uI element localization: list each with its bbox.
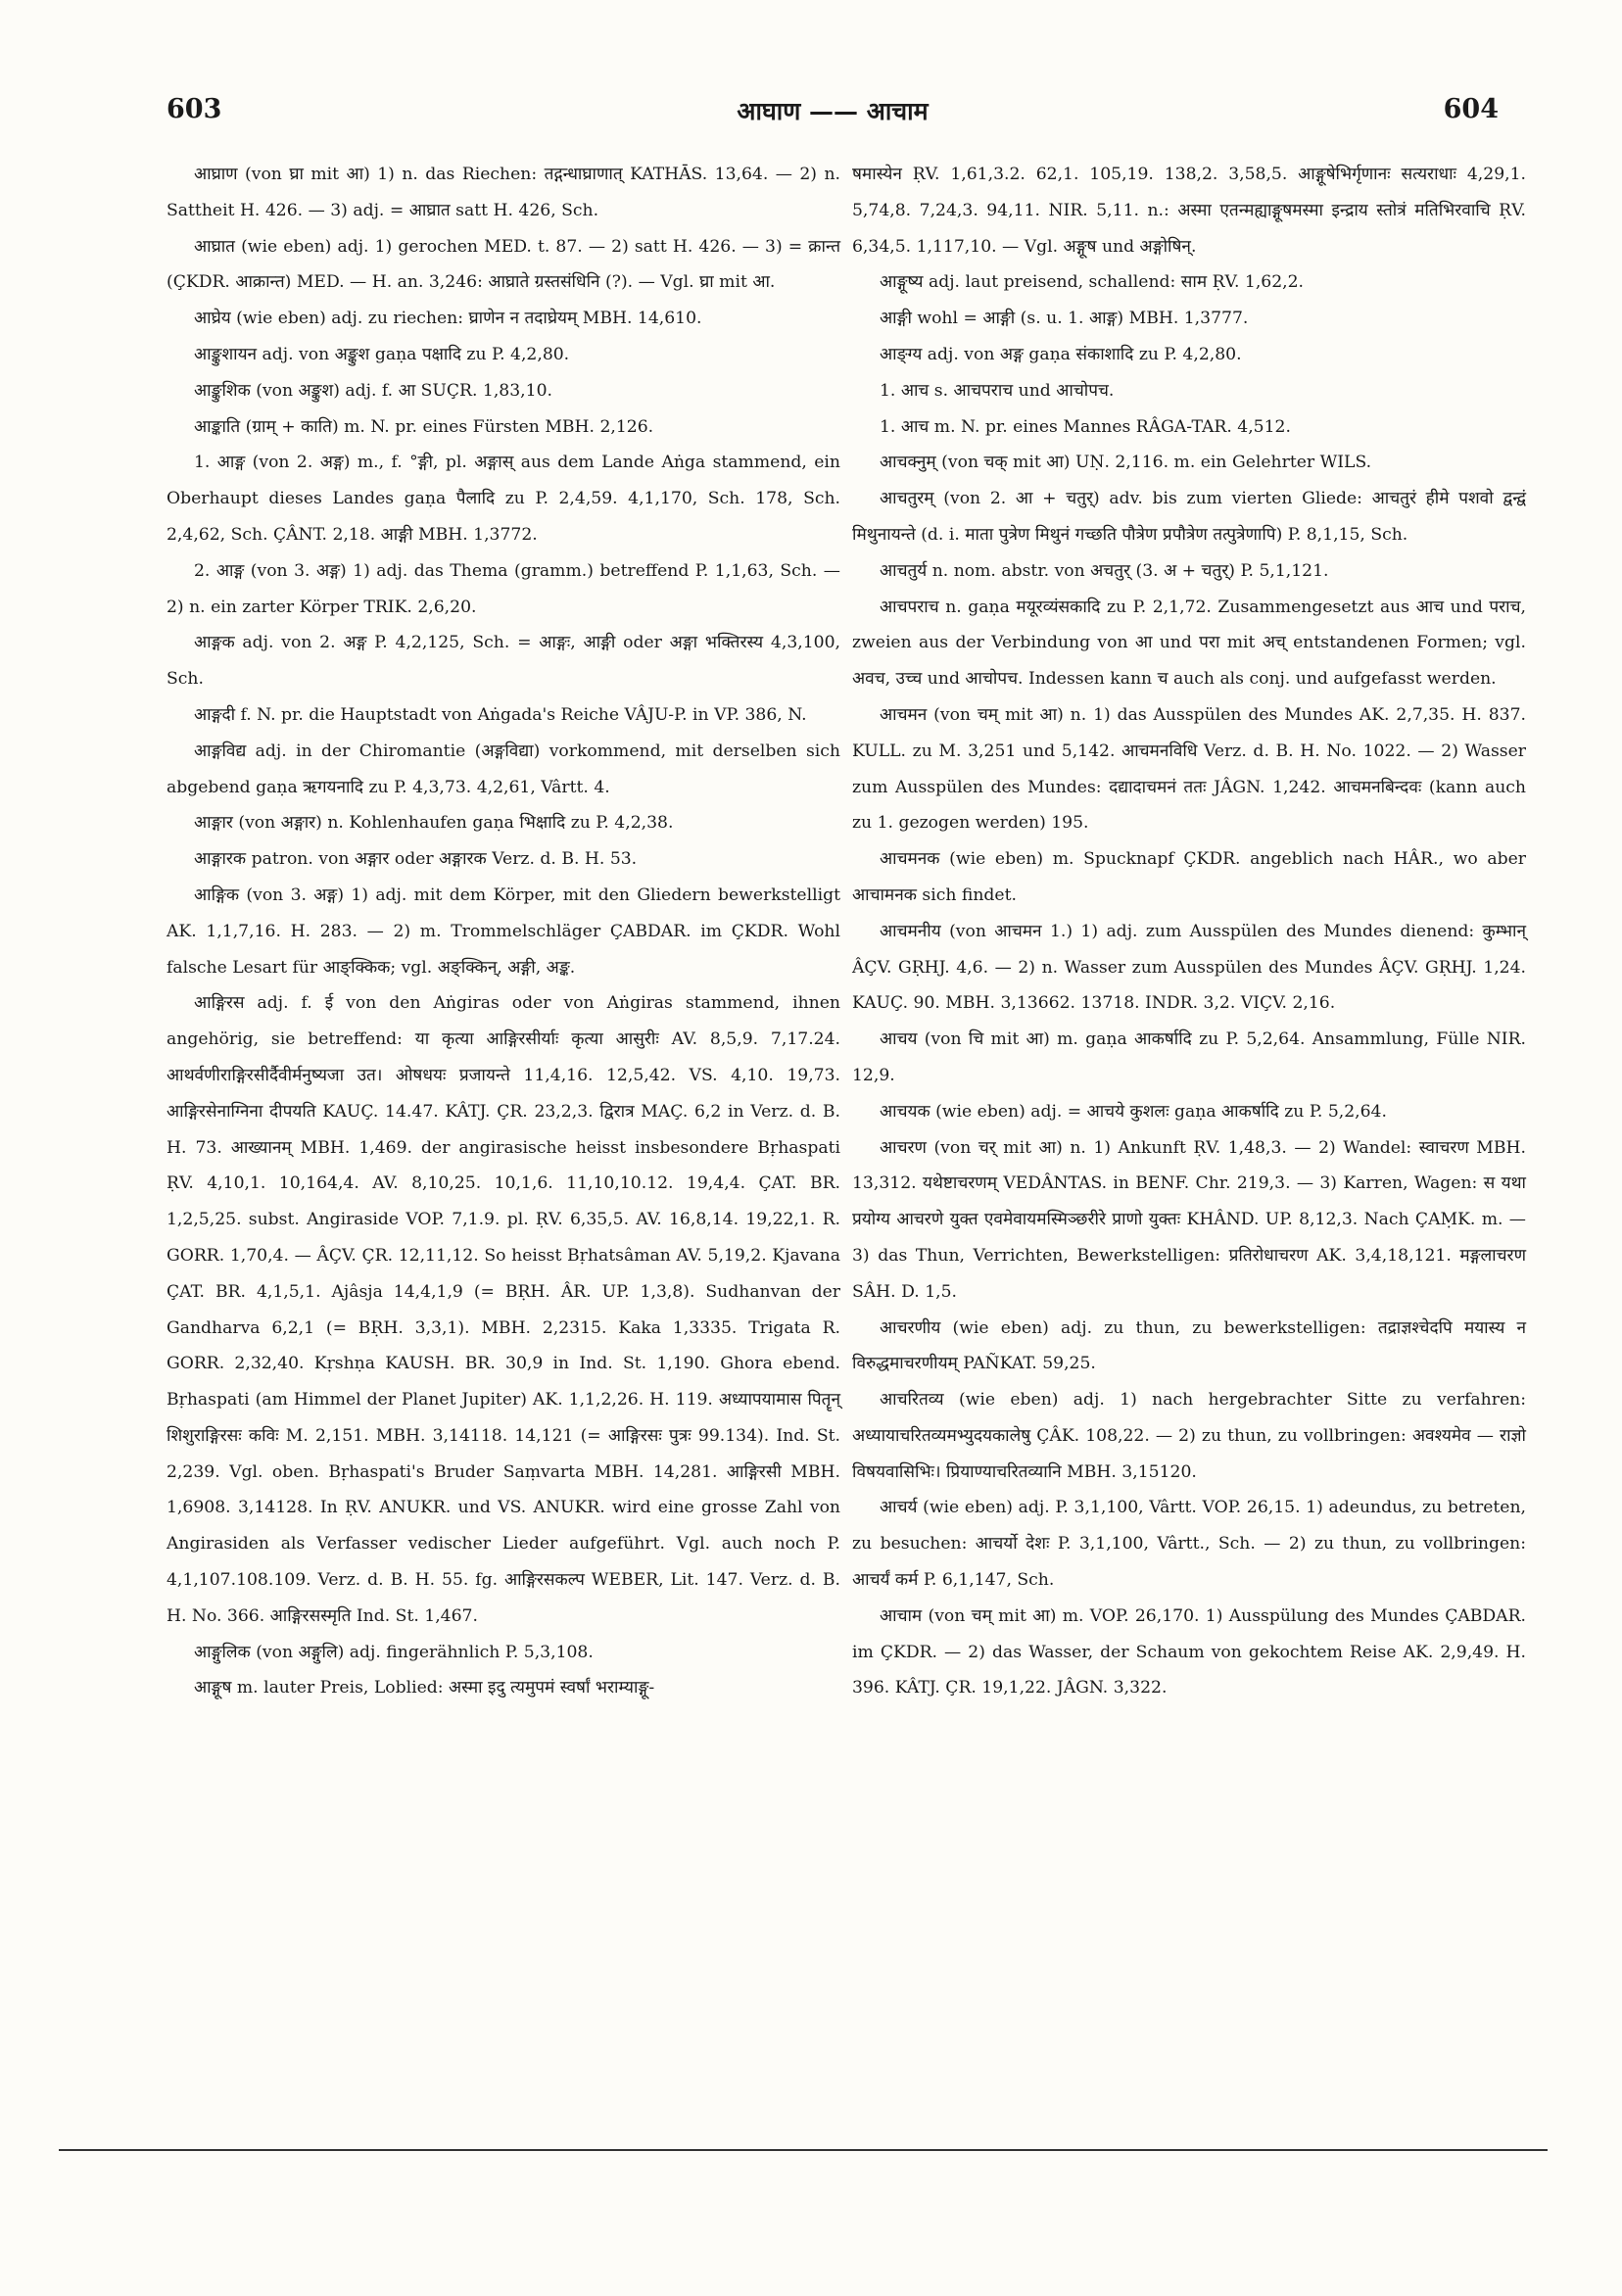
dictionary-entry: आचतुरम् (von 2. आ + चतुर्) adv. bis zum vierten Gliede: आचतुरं हीमे पशवो द्वन्द्वं मिथुनायन्ते (d. i. माता पुत्रेण मिथुनं गच्छति पौत्रेण प्रपौत्रेण तत्पुत्रेणापि) P. 8,1,15, Sch. [852, 489, 1526, 545]
dictionary-entry: 1. आच s. आचपराच und आचोपच. [880, 380, 1115, 401]
dictionary-entry: आचमनीय (von आचमन 1.) 1) adj. zum Ausspülen des Mundes dienend: कुम्भान् ÂÇV. GṚHJ. 4,6. — 2) n. Wasser zum Ausspülen des Mundes ÂÇV. GṚHJ. 1,24. KAUÇ. 90. MBH. 3,13662. 13718. INDR. 3,2. VIÇV. 2,16. [852, 921, 1526, 1014]
dictionary-entry: आङ्गिक (von 3. अङ्ग) 1) adj. mit dem Körper, mit den Gliedern bewerkstelligt AK. 1,1,7,16. H. 283. — 2) m. Trommelschläger ÇABDAR. im ÇKDR. Wohl falsche Lesart für आङ्क्किक; vgl. अङ्क्किन्, अङ्गी, अङ्क. [167, 885, 840, 978]
page-header [167, 94, 1499, 127]
dictionary-entry: आघ्रात (wie eben) adj. 1) gerochen MED. t. 87. — 2) satt H. 426. — 3) = क्रान्त (ÇKDR. आक्रान्त) MED. — H. an. 3,246: आघ्राते ग्रस्तसंधिनि (?). — Vgl. घ्रा mit आ. [167, 236, 840, 293]
dictionary-entry: आङ्गक adj. von 2. अङ्ग P. 4,2,125, Sch. = आङ्गः, आङ्गी oder अङ्गा भक्तिरस्य 4,3,100, Sch. [167, 633, 840, 690]
dictionary-entry: आचरण (von चर् mit आ) n. 1) Ankunft ṚV. 1,48,3. — 2) Wandel: स्वाचरण MBH. 13,312. यथेष्टाचरणम् VEDÂNTAS. in BENF. Chr. 219,3. — 3) Karren, Wagen: स यथा प्रयोग्य आचरणे युक्त एवमेवायमस्मिञ्छरीरे प्राणो युक्तः KHÂND. UP. 8,12,3. Nach ÇAṂK. m. — 3) das Thun, Verrichten, Bewerkstelligen: प्रतिरोधाचरण AK. 3,4,18,121. मङ्गलाचरण SÂH. D. 1,5. [852, 1137, 1526, 1302]
dictionary-entry: आचरणीय (wie eben) adj. zu thun, zu bewerkstelligen: तद्राज्ञश्चेदपि मयास्य न विरुद्धमाचरणीयम् PAÑKAT. 59,25. [852, 1317, 1526, 1374]
right-page-number: 604 [1443, 94, 1499, 124]
dictionary-entry: आङ्कुशिक (von अङ्कुश) adj. f. आ SUÇR. 1,83,10. [194, 380, 552, 401]
dictionary-entry: आङ्ग्य adj. von अङ्ग gaṇa संकाशादि zu P. 4,2,80. [880, 344, 1242, 364]
dictionary-entry: 1. आङ्ग (von 2. अङ्ग) m., f. °ङ्गी, pl. अङ्गास् aus dem Lande Aṅga stammend, ein Oberhaupt dieses Landes gaṇa पैलादि zu P. 2,4,59. 4,1,170, Sch. 178, Sch. 2,4,62, Sch. ÇÂNT. 2,18. आङ्गी MBH. 1,3772. [167, 453, 840, 545]
dictionary-entry: आघ्राण (von घ्रा mit आ) 1) n. das Riechen: तद्गन्धाघ्राणात् KATHĀS. 13,64. — 2) n. Sattheit H. 426. — 3) adj. = आघ्रात satt H. 426, Sch. [167, 165, 840, 220]
left-page-number: 603 [167, 94, 222, 124]
dictionary-entry: आङ्गूष्य adj. laut preisend, schallend: साम ṚV. 1,62,2. [880, 272, 1305, 293]
bottom-rule [59, 2149, 1548, 2151]
dictionary-entry: आचमन (von चम् mit आ) n. 1) das Ausspülen des Mundes AK. 2,7,35. H. 837. KULL. zu M. 3,251 und 5,142. आचमनविधि Verz. d. B. H. No. 1022. — 2) Wasser zum Ausspülen des Mundes: दद्यादाचमनं ततः JÂGN. 1,242. आचमनबिन्दवः (kann auch zu 1. gezogen werden) 195. [852, 704, 1526, 834]
dictionary-entry: 2. आङ्ग (von 3. अङ्ग) 1) adj. das Thema (gramm.) betreffend P. 1,1,63, Sch. — 2) n. ein zarter Körper TRIK. 2,6,20. [167, 560, 840, 617]
dictionary-entry: आचरितव्य (wie eben) adj. 1) nach hergebrachter Sitte zu verfahren: अध्यायाचरितव्यमभ्युदयकालेषु ÇÂK. 108,22. — 2) zu thun, zu vollbringen: अवश्यमेव — राज्ञो विषयवासिभिः। प्रियाण्याचरितव्यानि MBH. 3,15120. [852, 1390, 1526, 1482]
dictionary-entry: आङ्गी wohl = आङ्गी (s. u. 1. आङ्ग) MBH. 1,3777. [880, 309, 1249, 329]
dictionary-entry: आचक्नुम् (von चक् mit आ) UṆ. 2,116. m. ein Gelehrter WILS. [880, 453, 1372, 473]
dictionary-entry: आचय (von चि mit आ) m. gaṇa आकर्षादि zu P. 5,2,64. Ansammlung, Fülle NIR. 12,9. [852, 1029, 1526, 1085]
dictionary-entry: आङ्गदी f. N. pr. die Hauptstadt von Aṅgada's Reiche VÂJU-P. in VP. 386, N. [194, 704, 807, 725]
dictionary-entry: आचपराच n. gaṇa मयूरव्यंसकादि zu P. 2,1,72. Zusammengesetzt aus आच und पराच, zweien aus der Verbindung von आ und परा mit अच् entstandenen Formen; vgl. अवच, उच्च und आचोपच. Indessen kann च auch als conj. und aufgefasst werden. [852, 597, 1526, 690]
dictionary-entry-continued: षमास्येन ṚV. 1,61,3.2. 62,1. 105,19. 138,2. 3,58,5. आङ्गूषेभिर्गृणानः सत्यराधाः 4,29,1. 5,74,8. 7,24,3. 94,11. NIR. 5,11. n.: अस्मा एतन्मह्याङ्गूषमस्मा इन्द्राय स्तोत्रं मतिभिरवाचि ṚV. 6,34,5. 1,117,10. — Vgl. अङ्गूष und अङ्गोषिन्. [852, 165, 1526, 257]
running-title: आघाण —— आचाम [737, 97, 929, 125]
dictionary-entry: आचमनक (wie eben) m. Spucknapf ÇKDR. angeblich nach HÂR., wo aber आचामनक sich findet. [852, 849, 1526, 905]
dictionary-entry: आङ्गारक patron. von अङ्गार oder अङ्गारक Verz. d. B. H. 53. [194, 849, 638, 870]
dictionary-entry: आङ्गविद्य adj. in der Chiromantie (अङ्गविद्या) vorkommend, mit derselben sich abgebend gaṇa ऋगयनादि zu P. 4,3,73. 4,2,61, Vârtt. 4. [167, 741, 840, 797]
dictionary-entry: आङ्काति (ग्राम् + काति) m. N. pr. eines Fürsten MBH. 2,126. [194, 416, 654, 437]
dictionary-entry: आचाम (von चम् mit आ) m. VOP. 26,170. 1) Ausspülung des Mundes ÇABDAR. im ÇKDR. — 2) das Wasser, der Schaum von gekochtem Reise AK. 2,9,49. H. 396. KÂTJ. ÇR. 19,1,22. JÂGN. 3,322. [852, 1605, 1526, 1698]
dictionary-entry: आङ्गार (von अङ्गार) n. Kohlenhaufen gaṇa भिक्षादि zu P. 4,2,38. [194, 813, 674, 834]
dictionary-entry: 1. आच m. N. pr. eines Mannes RÂGA-TAR. 4,512. [880, 416, 1291, 437]
right-column [852, 157, 1526, 1706]
dictionary-entry: आङ्गूष m. lauter Preis, Loblied: अस्मा इदु त्यमुपमं स्वर्षां भराम्याङ्गू- [194, 1678, 655, 1698]
dictionary-entry: आचयक (wie eben) adj. = आचये कुशलः gaṇa आकर्षादि zu P. 5,2,64. [880, 1101, 1387, 1122]
dictionary-entry: आङ्गिरस adj. f. ई von den Aṅgiras oder von Aṅgiras stammend, ihnen angehörig, sie betreffend: या कृत्या आङ्गिरसीर्याः कृत्या आसुरीः AV. 8,5,9. 7,17.24. आथर्वणीराङ्गिरसीर्दैवीर्मनुष्यजा उत। ओषधयः प्रजायन्ते 11,4,16. 12,5,42. VS. 4,10. 19,73. आङ्गिरसेनाग्निना दीपयति KAUÇ. 14.47. KÂTJ. ÇR. 23,2,3. द्विरात्र MAÇ. 6,2 in Verz. d. B. H. 73. आख्यानम् MBH. 1,469. der angirasische heisst insbesondere Bṛhaspati ṚV. 4,10,1. 10,164,4. AV. 8,10,25. 10,1,6. 11,10,10.12. 19,4,4. ÇAT. BR. 1,2,5,25. subst. Angiraside VOP. 7,1.9. pl. ṚV. 6,35,5. AV. 16,8,14. 19,22,1. R. GORR. 1,70,4. — ÂÇV. ÇR. 12,11,12. So heisst Bṛhatsâman AV. 5,19,2. Kjavana ÇAT. BR. 4,1,5,1. Ajâsja 14,4,1,9 (= BṚH. ÂR. UP. 1,3,8). Sudhanvan der Gandharva 6,2,1 (= BṚH. 3,3,1). MBH. 2,2315. Kaka 1,3335. Trigata R. GORR. 2,32,40. Kṛshṇa KAUSH. BR. 30,9 in Ind. St. 1,190. Ghora ebend. Bṛhaspati (am Himmel der Planet Jupiter) AK. 1,1,2,26. H. 119. अध्यापयामास पितॄन् शिशुराङ्गिरसः कविः M. 2,151. MBH. 3,14118. 14,121 (= आङ्गिरसः पुत्रः 99.134). Ind. St. 2,239. Vgl. oben. Bṛhaspati's Bruder Saṃvarta MBH. 14,281. आङ्गिरसी MBH. 1,6908. 3,14128. In ṚV. ANUKR. und VS. ANUKR. wird eine grosse Zahl von Angirasiden als Verfasser vedischer Lieder aufgeführt. Vgl. auch noch P. 4,1,107.108.109. Verz. d. B. H. 55. fg. आङ्गिरसकल्प WEBER, Lit. 147. Verz. d. B. H. No. 366. आङ्गिरसस्मृति Ind. St. 1,467. [167, 993, 840, 1626]
dictionary-entry: आङ्कुशायन adj. von अङ्कुश gaṇa पक्षादि zu P. 4,2,80. [194, 344, 570, 364]
dictionary-entry: आचर्य (wie eben) adj. P. 3,1,100, Vârtt. VOP. 26,15. 1) adeundus, zu betreten, zu besuchen: आचर्यो देशः P. 3,1,100, Vârtt., Sch. — 2) zu thun, zu vollbringen: आचर्यं कर्म P. 6,1,147, Sch. [852, 1498, 1526, 1591]
left-column [167, 157, 840, 1706]
dictionary-entry: आघ्रेय (wie eben) adj. zu riechen: घ्राणेन न तदाघ्रेयम् MBH. 14,610. [194, 309, 702, 329]
dictionary-entry: आचतुर्य n. nom. abstr. von अचतुर् (3. अ + चतुर्) P. 5,1,121. [880, 560, 1329, 581]
dictionary-entry: आङ्गुलिक (von अङ्गुलि) adj. fingerähnlich P. 5,3,108. [194, 1642, 594, 1662]
